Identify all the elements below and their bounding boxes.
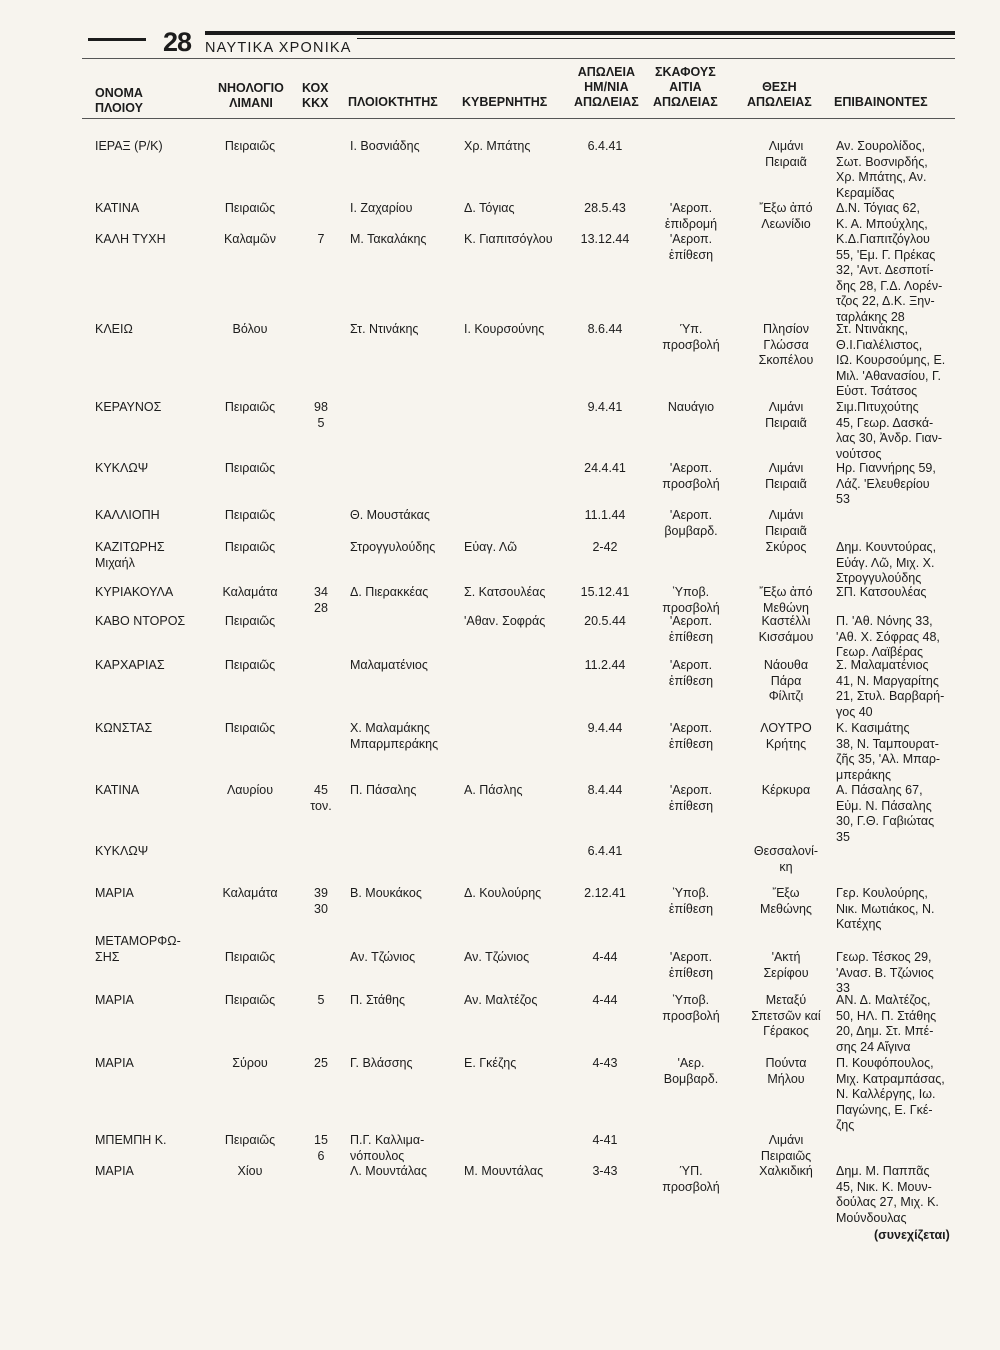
cell-loss-date: 9.4.41 (587, 400, 623, 414)
cell-loss-date: 4-41 (592, 1133, 618, 1147)
cell-location: Μεταξύ Σπετσῶν καί Γέρακος (751, 993, 821, 1038)
cell-owner: Αν. Τζώνιος (350, 950, 416, 964)
cell-registry: Πειραιῶς (224, 614, 276, 628)
cell-crew: ΑΝ. Δ. Μαλτέζος, 50, ΗΛ. Π. Στάθης 20, Δημ. Στ. Μπέ- σης 24 Αἴγινα (836, 993, 937, 1054)
cell-owner: Θ. Μουστάκας (350, 508, 430, 522)
cell-kox: 5 (317, 993, 325, 1007)
cell-ship-name: ΙΕΡΑΞ (Ρ/Κ) (95, 139, 163, 153)
cell-crew: Αν. Σουρολίδος, Σωτ. Βοσνιρδής, Χρ. Μπάτης, Αν. Κεραμίδας (836, 139, 928, 200)
cell-crew: Π. 'Αθ. Νόνης 33, 'Αθ. Χ. Σόφρας 48, Γεωρ. Λαϊβέρας (836, 614, 940, 659)
cell-registry: Πειραιῶς (224, 721, 276, 735)
cell-captain: 'Αθαν. Σοφράς (464, 614, 546, 628)
cell-registry: Καλαμῶν (224, 232, 276, 246)
col-header-crew: ΕΠΙΒΑΙΝΟΝΤΕΣ (834, 95, 928, 109)
cell-location: Χαλκιδική (759, 1164, 813, 1178)
cell-location: Πλησίον Γλώσσα Σκοπέλου (758, 322, 814, 367)
cell-crew: Α. Πάσαλης 67, Εὐμ. Ν. Πάσαλης 30, Γ.Θ. Γαβιώτας 35 (836, 783, 935, 844)
cell-loss-date: 4-43 (592, 1056, 618, 1070)
cell-location: Πούντα Μήλου (765, 1056, 807, 1086)
cell-owner: Στρογγυλούδης (350, 540, 436, 554)
cell-kox: 39 30 (314, 886, 328, 916)
cell-registry: Πειραιῶς (224, 1133, 276, 1147)
cell-registry: Πειραιῶς (224, 201, 276, 215)
continued-note: (συνεχίζεται) (874, 1228, 950, 1242)
cell-ship-name: ΚΩΝΣΤΑΣ (95, 721, 153, 735)
cell-cause: 'Αεροπ. ἐπίθεση (668, 232, 714, 262)
cell-owner: Στ. Ντινάκης (350, 322, 419, 336)
cell-crew: Κ.Δ.Γιαπιτζόγλου 55, 'Εμ. Γ. Πρέκας 32, 'Αντ. Δεσποτί- δης 28, Γ.Δ. Λορέν- τζος 22, Δ.Κ. Ξην- ταρλάκης 28 (836, 232, 943, 324)
cell-loss-date: 11.1.44 (584, 508, 626, 522)
cell-crew: Γεωρ. Τέσκος 29, 'Ανασ. Β. Τζώνιος 33 (836, 950, 934, 995)
cell-loss-date: 4-44 (592, 950, 618, 964)
cell-registry: Καλαμάτα (222, 585, 278, 599)
cell-crew: ΣΠ. Κατσουλέας (836, 585, 927, 599)
cell-ship-name: ΜΕΤΑΜΟΡΦΩ- ΣΗΣ (95, 934, 181, 964)
cell-ship-name: ΚΑΖΙΤΩΡΗΣ Μιχαήλ (95, 540, 165, 570)
cell-loss-date: 20.5.44 (584, 614, 626, 628)
cell-cause: Ὑποβ. ἐπίθεση (668, 886, 714, 916)
cell-registry: Πειραιῶς (224, 139, 276, 153)
cell-owner: Λ. Μουντάλας (350, 1164, 428, 1178)
cell-kox: 34 28 (314, 585, 328, 615)
cell-owner: Ι. Ζαχαρίου (350, 201, 413, 215)
cell-owner: Δ. Πιερακκέας (350, 585, 429, 599)
cell-owner: Μαλαματένιος (350, 658, 428, 672)
cell-cause: 'Αεροπ. ἐπίθεση (668, 658, 714, 688)
cell-location: Ἔξω Μεθώνης (760, 886, 812, 916)
cell-owner: Μ. Τακαλάκης (350, 232, 427, 246)
cell-location: Καστέλλι Κισσάμου (758, 614, 814, 644)
cell-crew: Σ. Μαλαματένιος 41, Ν. Μαργαρίτης 21, Στυλ. Βαρβαρή- γος 40 (836, 658, 945, 719)
cell-crew: Γερ. Κουλούρης, Νικ. Μωτιάκος, Ν. Κατέχης (836, 886, 935, 931)
cell-captain: Ε. Γκέζης (464, 1056, 517, 1070)
cell-captain: Ι. Κουρσούνης (464, 322, 545, 336)
cell-location: Νάουθα Πάρα Φίλιτζι (763, 658, 809, 703)
cell-crew: Δημ. Μ. Παππᾶς 45, Νικ. Κ. Μουν- δούλας 27, Μιχ. Κ. Μούνδουλας (836, 1164, 939, 1225)
cell-cause: Ύπ. προσβολή (662, 322, 720, 352)
cell-cause: 'Αεροπ. ἐπίθεση (668, 614, 714, 644)
cell-registry: Πειραιῶς (224, 950, 276, 964)
cell-ship-name: ΚΛΕΙΩ (95, 322, 133, 336)
cell-captain: Εὐαγ. Λῶ (464, 540, 518, 554)
cell-cause: 'Αεροπ. προσβολή (662, 461, 720, 491)
cell-ship-name: ΜΠΕΜΠΗ Κ. (95, 1133, 167, 1147)
cell-ship-name: ΚΑΛΗ ΤΥΧΗ (95, 232, 166, 246)
cell-cause: 'Αεροπ. ἐπίθεση (668, 950, 714, 980)
cell-kox: 7 (317, 232, 325, 246)
cell-ship-name: ΚΑΛΛΙΟΠΗ (95, 508, 160, 522)
cell-crew: Δημ. Κουντούρας, Εὐάγ. Λῶ, Μιχ. Χ. Στρογγυλούδης (836, 540, 937, 585)
cell-captain: Δ. Τόγιας (464, 201, 515, 215)
cell-owner: Π. Πάσαλης (350, 783, 417, 797)
cell-crew: Κ. Κασιμάτης 38, Ν. Ταμπουρατ- ζῆς 35, 'Αλ. Μπαρ- μπεράκης (836, 721, 941, 782)
cell-owner: Χ. Μαλαμάκης Μπαρμπεράκης (350, 721, 439, 751)
cell-owner: Γ. Βλάσσης (350, 1056, 413, 1070)
cell-owner: Π.Γ. Καλλιμα- νόπουλος (350, 1133, 425, 1163)
col-header-name: ΟΝΟΜΑ ΠΛΟΙΟΥ (95, 86, 143, 115)
cell-registry: Πειραιῶς (224, 993, 276, 1007)
cell-kox: 45 τον. (310, 783, 332, 813)
cell-crew: Σιμ.Πιτυχούτης 45, Γεωρ. Δασκά- λας 30, Ἀνδρ. Γιαν- νούτσος (836, 400, 942, 461)
cell-ship-name: ΜΑΡΙΑ (95, 1164, 134, 1178)
cell-loss-date: 15.12.41 (580, 585, 630, 599)
cell-kox: 98 5 (314, 400, 328, 430)
cell-registry: Χίου (237, 1164, 263, 1178)
cell-captain: Μ. Μουντάλας (464, 1164, 544, 1178)
cell-loss-date: 8.6.44 (587, 322, 623, 336)
cell-cause: 'Αεροπ. ἐπίθεση (668, 783, 714, 813)
page-number: 28 (163, 27, 192, 57)
cell-cause: 'Αεροπ. ἐπίθεση (668, 721, 714, 751)
cell-location: Λιμάνι Πειραιᾶ (765, 508, 807, 538)
cell-ship-name: ΚΑΤΙΝΑ (95, 783, 140, 797)
cell-ship-name: ΚΥΚΛΩΨ (95, 844, 149, 858)
magazine-title: ΝΑΥΤΙΚΑ ΧΡΟΝΙΚΑ (205, 40, 352, 56)
cell-owner: Β. Μουκάκος (350, 886, 422, 900)
col-header-location: ΘΕΣΗ ΑΠΩΛΕΙΑΣ (747, 80, 812, 109)
cell-loss-date: 3-43 (592, 1164, 618, 1178)
cell-captain: Α. Πάσλης (464, 783, 523, 797)
cell-registry: Πειραιῶς (224, 508, 276, 522)
cell-loss-date: 24.4.41 (584, 461, 626, 475)
cell-kox: 15 6 (314, 1133, 328, 1163)
cell-registry: Βόλου (232, 322, 268, 336)
cell-ship-name: ΚΑΒΟ ΝΤΟΡΟΣ (95, 614, 186, 628)
cell-registry: Λαυρίου (226, 783, 274, 797)
cell-loss-date: 2.12.41 (584, 886, 626, 900)
cell-crew: Ηρ. Γιαννήρης 59, Λάζ. 'Ελευθερίου 53 (836, 461, 936, 506)
cell-registry: Πειραιῶς (224, 400, 276, 414)
cell-ship-name: ΚΕΡΑΥΝΟΣ (95, 400, 162, 414)
cell-ship-name: ΜΑΡΙΑ (95, 886, 134, 900)
cell-registry: Πειραιῶς (224, 461, 276, 475)
col-header-registry: ΝΗΟΛΟΓΙΟ ΛΙΜΑΝΙ (218, 81, 284, 110)
cell-loss-date: 2-42 (592, 540, 618, 554)
cell-registry: Καλαμάτα (222, 886, 278, 900)
cell-crew: Στ. Ντινάκης, Θ.Ι.Γιαλέλιστος, ΙΩ. Κουρσούμης, Ε. Μιλ. 'Αθανασίου, Γ. Εὐστ. Τσάτσος (836, 322, 946, 398)
cell-location: Ἔξω ἀπό Λεωνίδιο (759, 201, 813, 231)
cell-captain: Κ. Γιαπιτσόγλου (464, 232, 553, 246)
cell-loss-date: 8.4.44 (587, 783, 623, 797)
cell-registry: Πειραιῶς (224, 658, 276, 672)
col-header-owner: ΠΛΟΙΟΚΤΗΤΗΣ (348, 95, 438, 109)
cell-ship-name: ΜΑΡΙΑ (95, 993, 134, 1007)
cell-location: Λιμάνι Πειραιᾶ (765, 400, 807, 430)
col-header-cause: ΑΙΤΙΑ ΑΠΩΛΕΙΑΣ (653, 80, 718, 109)
cell-location: Κέρκυρα (761, 783, 811, 797)
cell-crew: Δ.Ν. Τόγιας 62, Κ. Α. Μπούχλης, (836, 201, 928, 231)
cell-crew: Π. Κουφόπουλος, Μιχ. Κατραμπάσας, Ν. Καλλέργης, Ιω. Παγώνης, Ε. Γκέ- ζης (836, 1056, 945, 1132)
cell-cause: 'Αεροπ. ἐπιδρομή (664, 201, 718, 231)
cell-owner: Ι. Βοσνιάδης (350, 139, 420, 153)
cell-cause: Ὑποβ. προσβολή (662, 585, 720, 615)
cell-loss-date: 4-44 (592, 993, 618, 1007)
cell-loss-date: 6.4.41 (587, 139, 623, 153)
cell-registry: Σύρου (232, 1056, 268, 1070)
cell-location: ΛΟΥΤΡΟ Κρήτης (760, 721, 812, 751)
cell-captain: Δ. Κουλούρης (464, 886, 542, 900)
cell-cause: Ὑποβ. προσβολή (662, 993, 720, 1023)
cell-owner: Π. Στάθης (350, 993, 406, 1007)
cell-loss-date: 28.5.43 (584, 201, 626, 215)
cell-location: Θεσσαλονί- κη (753, 844, 819, 874)
cell-captain: Αν. Τζώνιος (464, 950, 530, 964)
cell-cause: 'Αεροπ. βομβαρδ. (664, 508, 718, 538)
cell-ship-name: ΚΥΚΛΩΨ (95, 461, 149, 475)
cell-captain: Χρ. Μπάτης (464, 139, 531, 153)
cell-captain: Σ. Κατσουλέας (464, 585, 546, 599)
cell-loss-date: 6.4.41 (587, 844, 623, 858)
cell-captain: Αν. Μαλτέζος (464, 993, 538, 1007)
cell-location: Λιμάνι Πειραιᾶ (765, 139, 807, 169)
cell-ship-name: ΚΥΡΙΑΚΟΥΛΑ (95, 585, 174, 599)
cell-ship-name: ΚΑΡΧΑΡΙΑΣ (95, 658, 165, 672)
cell-location: 'Ακτή Σερίφου (763, 950, 809, 980)
cell-kox: 25 (314, 1056, 328, 1070)
col-header-ship-group: ΣΚΑΦΟΥΣ (655, 65, 716, 79)
cell-location: Ἔξω ἀπό Μεθώνη (759, 585, 813, 615)
cell-cause: Ναυάγιο (667, 400, 715, 414)
cell-registry: Πειραιῶς (224, 540, 276, 554)
cell-location: Λιμάνι Πειραιᾶ (765, 461, 807, 491)
cell-ship-name: ΚΑΤΙΝΑ (95, 201, 140, 215)
col-header-kox: ΚΟΧ ΚΚΧ (302, 81, 329, 110)
cell-location: Σκύρος (765, 540, 807, 554)
cell-cause: 'Αερ. Βομβαρδ. (663, 1056, 719, 1086)
cell-location: Λιμάνι Πειραιῶς (760, 1133, 812, 1163)
col-header-loss-date: ΑΠΩΛΕΙΑ ΗΜ/ΝΙΑ ΑΠΩΛΕΙΑΣ (574, 65, 639, 109)
cell-ship-name: ΜΑΡΙΑ (95, 1056, 134, 1070)
cell-loss-date: 13.12.44 (580, 232, 630, 246)
cell-loss-date: 11.2.44 (584, 658, 626, 672)
col-header-captain: ΚΥΒΕΡΝΗΤΗΣ (462, 95, 548, 109)
cell-cause: ΎΠ. προσβολή (662, 1164, 720, 1194)
cell-loss-date: 9.4.44 (587, 721, 623, 735)
